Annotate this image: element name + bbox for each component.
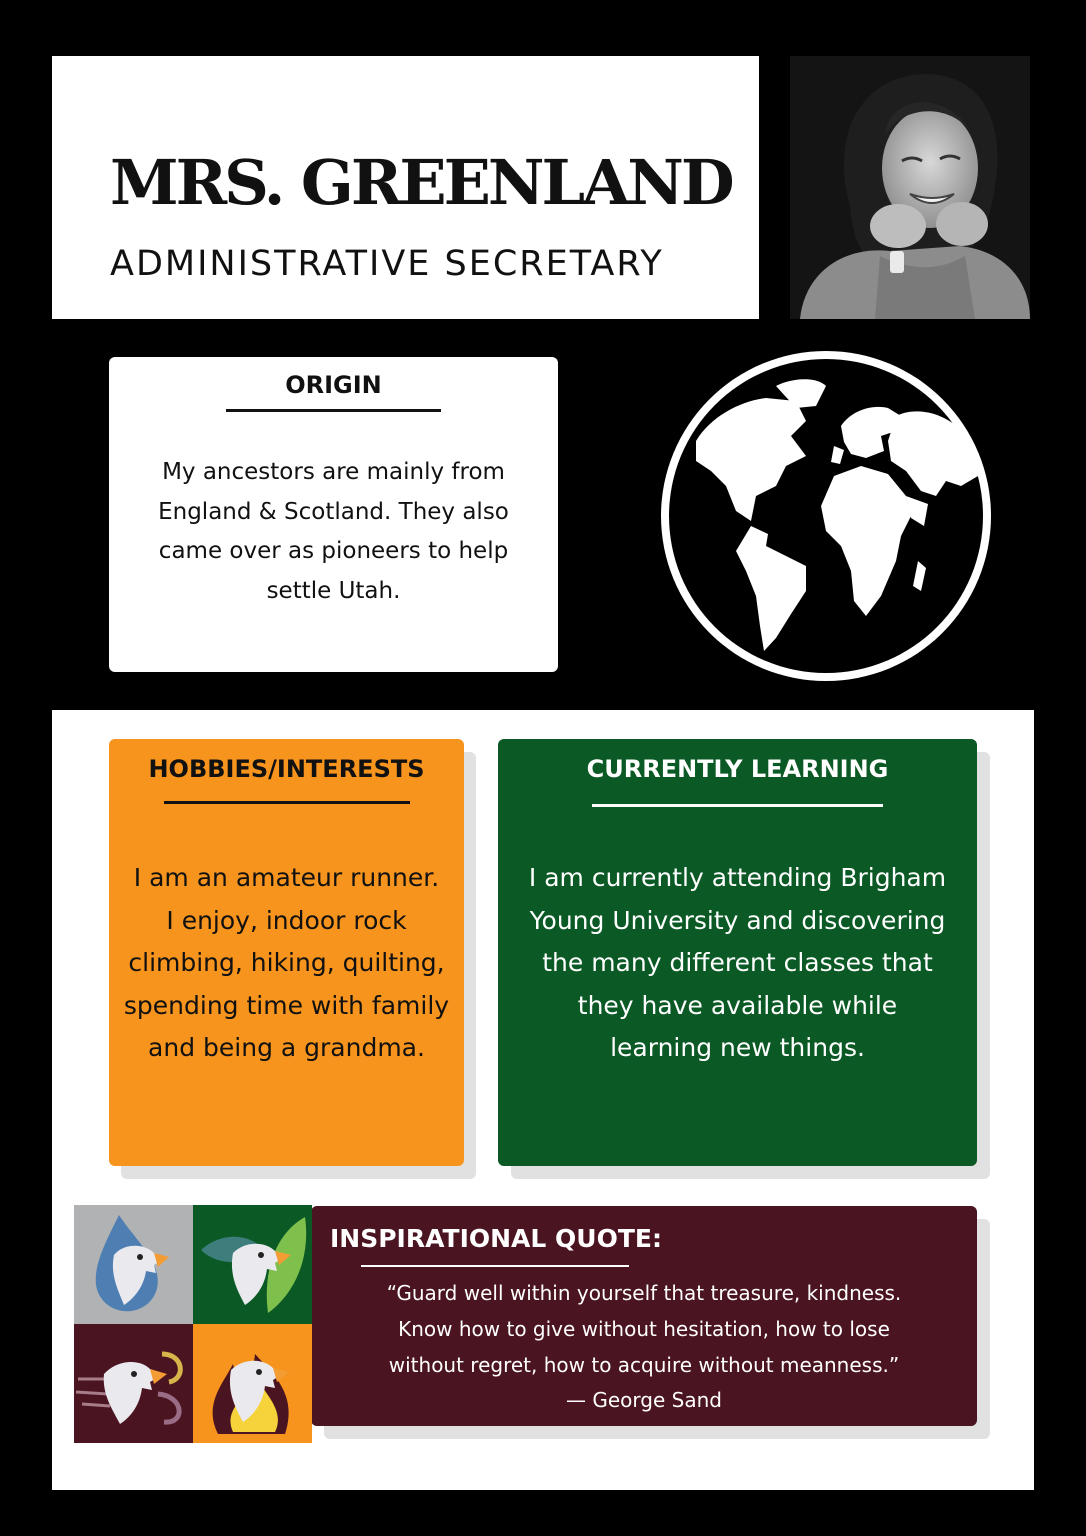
origin-title: ORIGIN: [285, 371, 382, 399]
learning-text: [510, 857, 965, 1070]
text-line: learning new things.: [610, 1033, 865, 1063]
text-line: and being a grandma.: [148, 1033, 425, 1063]
text-line: Young University and discovering: [529, 905, 946, 935]
text-line: settle Utah.: [266, 577, 401, 604]
text-line: Know how to give without hesitation, how to lose: [398, 1316, 890, 1341]
text-line: I am currently attending Brigham: [528, 863, 947, 892]
title-underline: [226, 409, 441, 412]
quote-author: — George Sand: [566, 1388, 722, 1413]
fire-eagle-icon: [193, 1324, 312, 1443]
quote-title: INSPIRATIONAL QUOTE:: [330, 1224, 662, 1253]
title-underline: [164, 801, 410, 804]
leaf-eagle-icon: [193, 1205, 312, 1324]
hobbies-text: [111, 857, 462, 1070]
hobbies-card: [109, 739, 464, 1166]
job-title: ADMINISTRATIVE SECRETARY: [110, 244, 664, 284]
portrait-illustration: [790, 56, 1030, 319]
quote-text: [331, 1276, 957, 1419]
title-underline: [592, 804, 883, 807]
text-line: came over as pioneers to help: [158, 538, 509, 564]
text-line: England & Scotland. They also: [158, 498, 509, 525]
wind-eagle-icon: [74, 1324, 193, 1443]
text-line: the many different classes that: [542, 948, 933, 978]
title-underline: [361, 1265, 629, 1267]
text-line: I am an amateur runner.: [133, 863, 440, 892]
quote-card: [311, 1206, 977, 1426]
origin-card: [109, 357, 558, 672]
globe-icon: [656, 346, 996, 686]
text-line: spending time with family: [123, 990, 450, 1020]
origin-text: [137, 453, 530, 611]
text-line: “Guard well within yourself that treasure, kindness.: [386, 1281, 902, 1305]
portrait-photo: [790, 56, 1030, 319]
text-line: climbing, hiking, quilting,: [128, 948, 445, 978]
text-line: My ancestors are mainly from: [162, 459, 505, 485]
text-line: I enjoy, indoor rock: [166, 905, 407, 935]
water-eagle-icon: [74, 1205, 193, 1324]
text-line: they have available while: [577, 990, 898, 1020]
hobbies-title: HOBBIES/INTERESTS: [148, 755, 425, 783]
learning-card: [498, 739, 977, 1166]
learning-title: CURRENTLY LEARNING: [586, 755, 889, 783]
text-line: without regret, how to acquire without meanness.”: [388, 1352, 900, 1377]
page-title: MRS. GREENLAND: [110, 146, 732, 219]
